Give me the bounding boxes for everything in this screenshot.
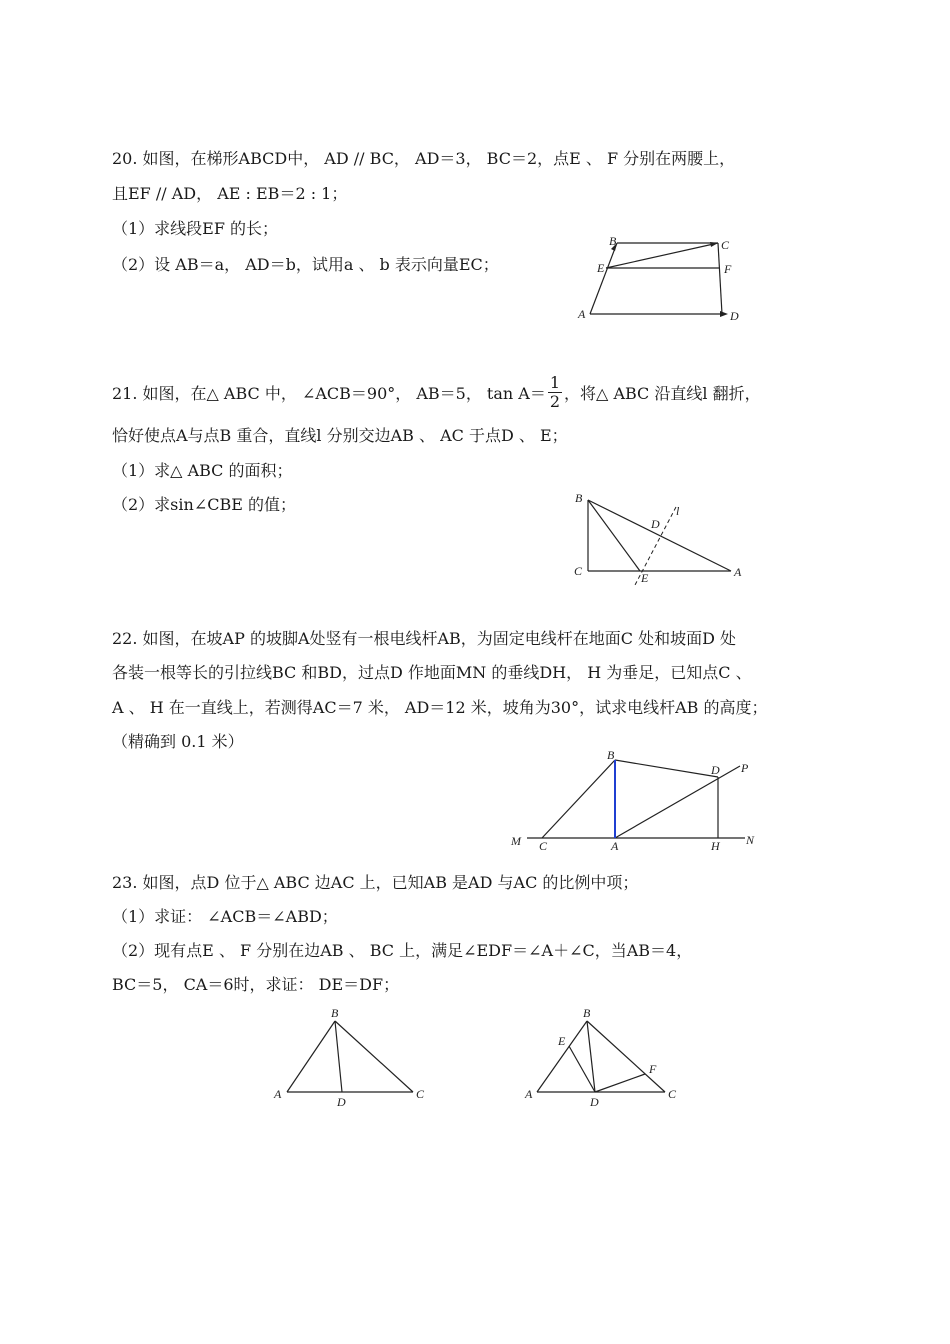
q20-line-2: 且EF // AD， AE : EB＝2 : 1； (112, 184, 348, 203)
q22-label-c: C (539, 839, 548, 853)
q21-part-1: （1）求△ ABC 的面积； (112, 461, 293, 480)
q21-line-1 (112, 373, 761, 413)
q23-right-label-c: C (668, 1087, 677, 1101)
q21-label-e: E (641, 571, 649, 585)
q23-part-2: （2）现有点E 、 F 分别在边AB 、 BC 上，满足∠EDF＝∠A＋∠C，当AB＝4， (112, 941, 693, 960)
q22-label-h: H (711, 839, 720, 853)
q20-label-a: A (578, 307, 586, 321)
q22-line-4: （精确到 0.1 米） (112, 732, 244, 751)
q22-label-p: P (741, 761, 749, 775)
q23-right-label-e: E (558, 1034, 566, 1048)
q21-triangle-figure (565, 485, 755, 590)
q20-line-1: 20. 如图，在梯形ABCD中， AD // BC， AD＝3， BC＝2，点E 、 F 分别在两腰上， (112, 149, 736, 168)
q21-label-d: D (651, 517, 660, 531)
q22-line-3: A 、 H 在一直线上，若测得AC＝7 米， AD＝12 米，坡角为30°，试求电线杆AB 的高度； (112, 698, 768, 717)
q22-label-n: N (746, 833, 755, 847)
q22-line-2: 各装一根等长的引拉线BC 和BD，过点D 作地面MN 的垂线DH， H 为垂足，已知点C 、 (112, 663, 752, 682)
q22-label-m: M (511, 834, 521, 848)
q21-frac-numerator: 1 (549, 373, 561, 392)
q20-label-d: D (730, 309, 739, 323)
q22-label-a: A (611, 839, 619, 853)
q20-part-1: （1）求线段EF 的长； (112, 219, 279, 238)
q21-line-1-start: 21. 如图，在△ ABC 中， ∠ACB＝90°， AB＝5， tan A＝ (112, 384, 546, 403)
q21-label-a: A (734, 565, 742, 579)
q21-line-1-end: ，将△ ABC 沿直线l 翻折， (564, 384, 761, 403)
q22-label-b: B (607, 748, 615, 762)
q20-label-c: C (721, 238, 730, 252)
q20-label-e: E (597, 261, 605, 275)
q23-figure-left (265, 1000, 435, 1112)
q21-line-2: 恰好使点A与点B 重合，直线l 分别交边AB 、 AC 于点D 、 E； (112, 426, 568, 445)
q23-left-label-d: D (337, 1095, 346, 1109)
q22-slope-figure (505, 748, 765, 856)
q21-frac-denominator: 2 (549, 392, 561, 411)
q23-right-label-b: B (583, 1006, 591, 1020)
q23-line-1: 23. 如图，点D 位于△ ABC 边AC 上，已知AB 是AD 与AC 的比例中项； (112, 873, 639, 892)
q23-left-label-a: A (274, 1087, 282, 1101)
q23-left-label-c: C (416, 1087, 425, 1101)
q20-label-b: B (609, 235, 617, 248)
q23-right-label-d: D (590, 1095, 599, 1109)
q21-part-2: （2）求sin∠CBE 的值； (112, 495, 296, 514)
q23-line-4: BC＝5， CA＝6时，求证： DE＝DF； (112, 975, 400, 994)
q23-part-1: （1）求证： ∠ACB＝∠ABD； (112, 907, 338, 926)
q20-label-f: F (724, 262, 732, 276)
q23-left-label-b: B (331, 1006, 339, 1020)
q22-label-d: D (711, 763, 720, 777)
q21-label-l: l (676, 504, 680, 518)
q21-label-c: C (574, 564, 583, 578)
q23-figure-right (515, 1000, 690, 1112)
q23-right-label-f: F (649, 1062, 657, 1076)
q21-fraction (548, 374, 562, 411)
q20-part-2: （2）设 AB＝a， AD＝b，试用a 、 b 表示向量EC； (112, 255, 499, 274)
q22-line-1: 22. 如图，在坡AP 的坡脚A处竖有一根电线杆AB，为固定电线杆在地面C 处和坡面D 处 (112, 629, 737, 648)
q21-label-b: B (575, 491, 583, 505)
q23-right-label-a: A (525, 1087, 533, 1101)
q20-trapezoid-figure (570, 235, 750, 330)
